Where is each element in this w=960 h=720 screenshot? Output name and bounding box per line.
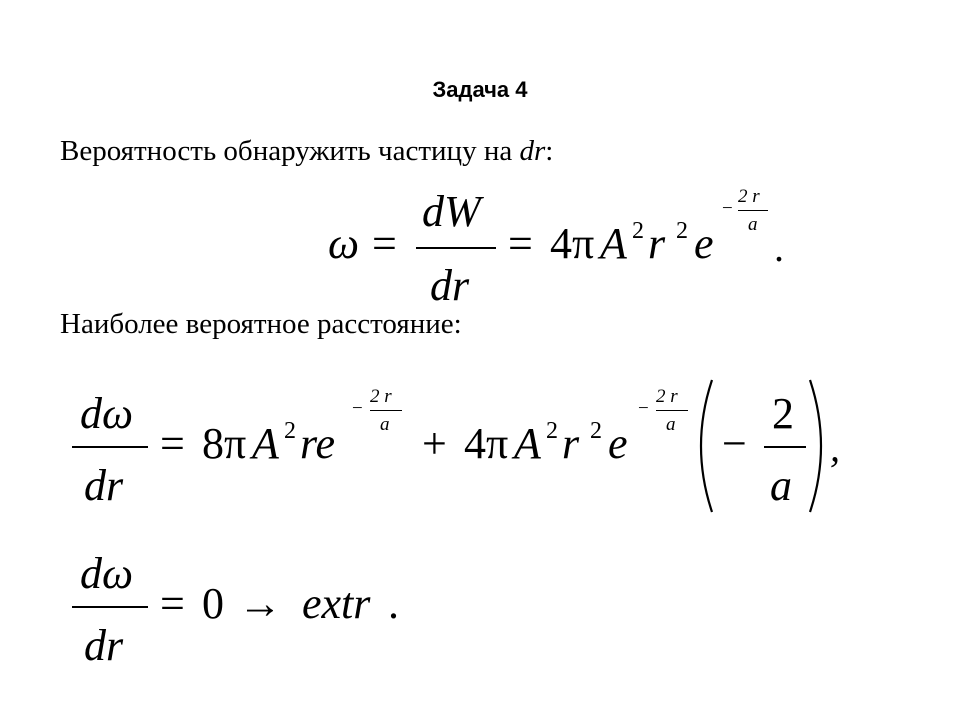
paren-denominator: a [770,461,792,510]
exponent-2d: 2 [590,418,602,444]
e-base: e [608,419,628,468]
colon: : [545,135,554,167]
equals-sign: = [160,419,185,468]
exp-numerator: 2 r [370,386,392,407]
paren-minus: − [722,419,747,468]
equals-sign-2: = [508,219,533,268]
fraction-numerator: dω [80,549,134,598]
exp-minus: − [722,198,733,219]
exponent-2: 2 [284,418,296,444]
period: . [388,579,399,628]
task-title: Задача 4 [432,77,528,102]
zero: 0 [202,579,224,628]
coefficient-1: 8π [202,419,247,468]
equals-sign: = [372,219,397,268]
fraction-denominator: dr [84,621,124,670]
most-probable-text: Наиболее вероятное расстояние: [60,308,462,340]
a-constant: A [252,419,279,468]
probability-text [60,137,553,166]
fraction-numerator: dω [80,389,134,438]
exponent-2b: 2 [676,218,688,244]
equals-sign: = [160,579,185,628]
fraction-numerator: dW [422,187,481,236]
exp-denominator: a [380,414,390,435]
period: . [774,225,784,270]
left-paren [688,378,716,514]
fraction-bar [72,446,148,448]
exp-fraction-bar [738,210,768,211]
paren-numerator: 2 [772,389,794,438]
re-term: re [300,419,336,468]
fraction-bar [72,606,148,608]
arrow: → [238,579,282,628]
exp-fraction-bar-2 [656,410,688,411]
paren-fraction-bar [764,446,806,448]
fraction-bar [416,247,496,249]
fraction-denominator: dr [430,261,470,310]
extr-text: extr [302,579,371,628]
coefficient-2: 4π [464,419,509,468]
exp-numerator: 2 r [738,186,760,207]
exponent-2: 2 [632,218,644,244]
exp-denominator-2: a [666,414,676,435]
exp-minus: − [352,398,363,419]
exp-minus-2: − [638,398,649,419]
probability-label: Вероятность обнаружить частицу на [60,135,520,167]
exp-numerator-2: 2 r [656,386,678,407]
dr-variable: dr [519,135,546,167]
fraction-denominator: dr [84,461,124,510]
exp-fraction-bar [370,410,402,411]
e-base: e [694,219,714,268]
r-variable: r [648,219,666,268]
exp-denominator: a [748,214,758,235]
exponent-2c: 2 [546,418,558,444]
a-constant: A [600,219,627,268]
omega-symbol: ω [328,219,360,268]
r-variable: r [562,419,580,468]
comma: , [830,425,840,470]
plus-sign: + [422,419,447,468]
a-constant-2: A [514,419,541,468]
coefficient: 4π [550,219,595,268]
